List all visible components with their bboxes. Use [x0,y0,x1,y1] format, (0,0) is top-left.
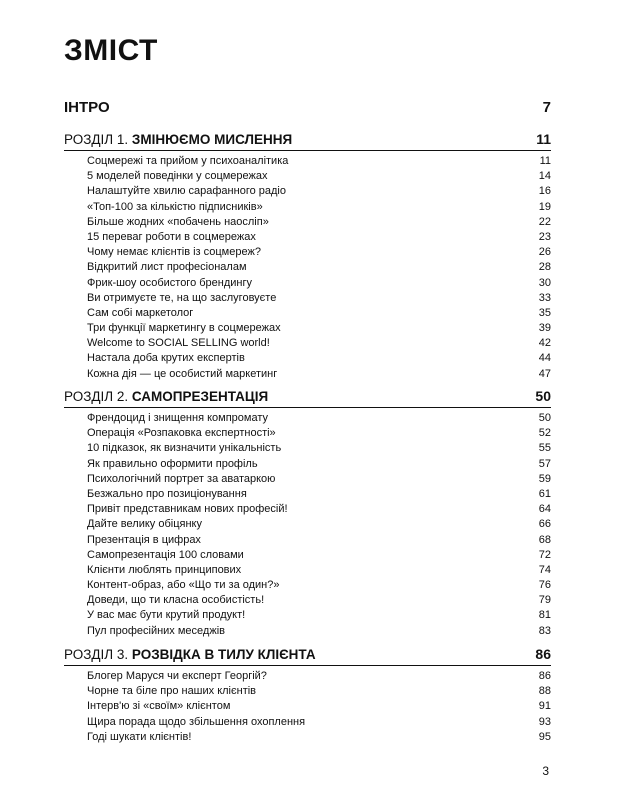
toc-item-title: Привіт представникам нових професій! [87,503,288,516]
toc-item-title: 15 переваг роботи в соцмережах [87,230,256,243]
section-name: РОЗВІДКА В ТИЛУ КЛІЄНТА [131,647,316,662]
toc-item[interactable] [64,578,551,593]
toc-item-title: Дайте велику обіцянку [87,518,202,531]
toc-item-title: Пул професійних меседжів [87,624,225,637]
toc-item[interactable] [64,367,551,382]
toc-item[interactable] [64,441,551,456]
section-items [64,154,551,382]
toc-item[interactable] [64,426,551,441]
section-prefix: РОЗДІЛ 2. [64,389,129,404]
toc-item[interactable] [64,276,551,291]
toc-item-page: 74 [538,563,551,576]
toc-item-title: Три функції маркетингу в соцмережах [87,322,281,335]
toc-section-2 [64,388,551,639]
toc-item[interactable] [64,517,551,532]
toc-item-page: 68 [538,533,551,546]
section-name: ЗМІНЮЄМО МИСЛЕННЯ [131,132,293,147]
toc-item-title: Блогер Маруся чи експерт Георгій? [87,670,267,682]
toc-item-page: 91 [538,700,551,713]
toc-item-page: 86 [538,670,551,682]
toc-item-page: 19 [538,200,551,213]
toc-item-page: 72 [538,548,551,561]
toc-item-page: 64 [538,503,551,516]
toc-item-page: 39 [538,322,551,335]
toc-item-page: 26 [538,246,551,259]
toc-item-page: 42 [538,337,551,350]
toc-item-title: Welcome to SOCIAL SELLING world! [87,337,270,350]
toc-item[interactable] [64,230,551,245]
toc-item-page: 79 [538,594,551,607]
toc-item[interactable] [64,457,551,472]
toc-item-page: 35 [538,306,551,319]
toc-item-title: 5 моделей поведінки у соцмережах [87,170,268,183]
toc-item-page: 44 [538,352,551,365]
toc-section-3 [64,646,551,745]
toc-item[interactable] [64,215,551,230]
toc-section-1 [64,131,551,382]
toc-item[interactable] [64,487,551,502]
toc-item[interactable] [64,472,551,487]
toc-item-title: Контент-образ, або «Що ти за один?» [87,579,280,592]
toc-item[interactable] [64,411,551,426]
section-items [64,411,551,639]
toc-item-title: Чому немає клієнтів із соцмереж? [87,246,261,259]
toc-item-page: 47 [538,367,551,380]
toc-item-page: 66 [538,518,551,531]
toc-item[interactable] [64,260,551,275]
toc-item-title: Сам собі маркетолог [87,306,194,319]
toc-item-page: 59 [538,472,551,485]
toc-intro[interactable] [64,99,551,116]
toc-item-page: 33 [538,291,551,304]
toc-item-page: 52 [538,427,551,440]
toc-item-title: «Топ-100 за кількістю підписників» [87,200,263,213]
toc-item[interactable] [64,699,551,714]
toc-item[interactable] [64,184,551,199]
toc-item-title: Ви отримуєте те, на що заслуговуєте [87,291,277,304]
section-prefix: РОЗДІЛ 1. [64,132,129,147]
toc-item-page: 88 [538,685,551,698]
section-page: 11 [536,131,551,147]
toc-item[interactable] [64,715,551,730]
toc-item-page: 93 [538,715,551,728]
toc-item[interactable] [64,306,551,321]
toc-item-page: 95 [538,730,551,743]
toc-item-page: 83 [538,624,551,637]
toc-item-title: Операція «Розпаковка експертності» [87,427,276,440]
toc-item[interactable] [64,200,551,215]
intro-label: ІНТРО [64,99,110,116]
toc-item-page: 55 [538,442,551,455]
toc-item[interactable] [64,169,551,184]
section-page: 86 [535,646,551,662]
toc-item[interactable] [64,608,551,623]
toc-item-title: Настала доба крутих експертів [87,352,245,365]
toc-item[interactable] [64,684,551,699]
toc-item-title: Більше жодних «побачень наосліп» [87,215,269,228]
toc-item[interactable] [64,730,551,745]
toc-item-title: Фрик-шоу особистого брендингу [87,276,253,289]
toc-item[interactable] [64,669,551,684]
toc-item-title: Щира порада щодо збільшення охоплення [87,715,306,728]
toc-item-title: Годі шукати клієнтів! [87,730,192,743]
toc-item-title: Кожна дія — це особистий маркетинг [87,367,278,380]
section-title [64,647,316,662]
toc-item[interactable] [64,548,551,563]
toc-item[interactable] [64,533,551,548]
toc-item[interactable] [64,593,551,608]
toc-item-page: 30 [538,276,551,289]
toc-item-title: Інтерв'ю зі «своїм» клієнтом [87,700,231,713]
toc-item-page: 14 [538,170,551,183]
section-title [64,389,268,404]
toc-item-page: 22 [538,215,551,228]
section-page: 50 [535,388,551,404]
toc-item[interactable] [64,291,551,306]
section-title [64,132,292,147]
toc-item-title: Френдоцид і знищення компромату [87,412,269,424]
toc-item-title: Самопрезентація 100 словами [87,548,244,561]
toc-item-title: Безжально про позиціонування [87,487,247,500]
toc-item[interactable] [64,321,551,336]
toc-item[interactable] [64,154,551,169]
toc-item-title: Відкритий лист професіоналам [87,261,247,274]
toc-item-title: Соцмережі та прийом у психоаналітика [87,155,289,167]
toc-item[interactable] [64,563,551,578]
toc-item[interactable] [64,502,551,517]
toc-item[interactable] [64,351,551,366]
toc-item-page: 81 [538,609,551,622]
section-heading[interactable] [64,388,551,408]
toc-item-page: 11 [539,155,551,167]
toc-item-title: Психологічний портрет за аватаркою [87,472,276,485]
section-heading[interactable] [64,646,551,666]
section-heading[interactable] [64,131,551,151]
toc-item-page: 57 [538,457,551,470]
toc-item-title: У вас має бути крутий продукт! [87,609,246,622]
section-items [64,669,551,745]
toc-item[interactable] [64,624,551,639]
toc-item-title: Клієнти люблять принципових [87,563,242,576]
toc-item-title: Доведи, що ти класна особистість! [87,594,265,607]
toc-item-page: 76 [538,579,551,592]
toc-item-page: 50 [538,412,551,424]
page-number: 3 [542,764,549,778]
section-prefix: РОЗДІЛ 3. [64,647,129,662]
page-title: ЗМІСТ [64,34,158,67]
toc-item-title: Як правильно оформити профіль [87,457,258,470]
toc-item[interactable] [64,245,551,260]
toc-item-page: 16 [538,185,551,198]
toc-item[interactable] [64,336,551,351]
section-name: САМОПРЕЗЕНТАЦІЯ [131,389,269,404]
toc-item-title: Чорне та біле про наших клієнтів [87,685,257,698]
toc-item-title: Налаштуйте хвилю сарафанного радіо [87,185,286,198]
toc-item-title: Презентація в цифрах [87,533,201,546]
toc-item-page: 23 [538,230,551,243]
toc-item-page: 28 [538,261,551,274]
toc-item-page: 61 [538,487,551,500]
toc-item-title: 10 підказок, як визначити унікальність [87,442,282,455]
intro-page: 7 [542,99,551,116]
